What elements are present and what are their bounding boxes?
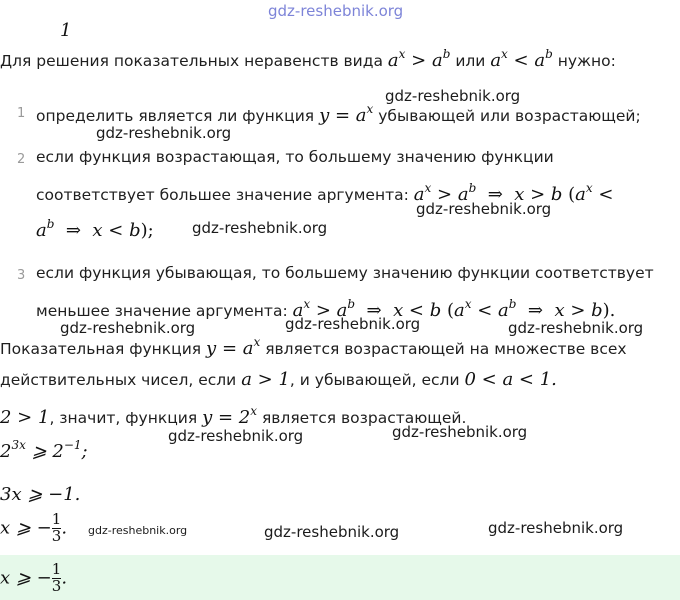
step-1-number: 1 bbox=[17, 106, 26, 121]
conclusion-text: , значит, функция bbox=[49, 409, 198, 427]
fraction-denominator: 3 bbox=[51, 576, 62, 595]
solution-line-1: $2^{3x}$ ⩾ $2^{-1}$; bbox=[0, 438, 88, 462]
step-3-text: меньшее значение аргумента: bbox=[36, 302, 288, 320]
conclusion-expr2: $y = 2^x$ bbox=[202, 404, 258, 428]
answer-lhs: x ⩾ − bbox=[0, 567, 52, 589]
watermark: gdz-reshebnik.org bbox=[192, 219, 328, 237]
step-1-text2: убывающей или возрастающей; bbox=[378, 107, 641, 125]
watermark-top: gdz-reshebnik.org bbox=[268, 2, 404, 20]
watermark: gdz-reshebnik.org bbox=[385, 87, 521, 105]
watermark: gdz-reshebnik.org bbox=[508, 319, 644, 337]
answer-box bbox=[0, 555, 680, 600]
step-3-expr: $a^x > a^b$ ⇒ x < b ($a^x < a^b$ ⇒ x > b). bbox=[292, 297, 616, 321]
watermark: gdz-reshebnik.org bbox=[60, 319, 196, 337]
para-expr-a bbox=[241, 369, 290, 390]
step-1-text: определить является ли функция bbox=[36, 107, 315, 125]
para-expr-b bbox=[464, 369, 556, 390]
intro-line bbox=[0, 47, 616, 71]
step-2-expr: $a^x > a^b$ ⇒ x > b ($a^x$ < bbox=[413, 181, 614, 205]
para-line-2 bbox=[0, 369, 557, 390]
para-line-1 bbox=[0, 335, 627, 359]
intro-or: или bbox=[455, 52, 486, 70]
para-expr-b-text: 0 < a < 1. bbox=[464, 369, 557, 390]
conclusion-expr1 bbox=[0, 407, 49, 428]
step-3-number: 3 bbox=[17, 268, 26, 283]
para-expr: $y = a^x$ bbox=[206, 335, 261, 359]
step-3-line-1: если функция убывающая, то большему значению функции соответствует bbox=[36, 264, 654, 282]
fraction-numerator: 1 bbox=[51, 560, 62, 578]
watermark: gdz-reshebnik.org bbox=[264, 523, 400, 541]
solution-lhs: x ⩾ − bbox=[0, 517, 52, 539]
watermark: gdz-reshebnik.org bbox=[488, 519, 624, 537]
intro-text: Для решения показательных неравенств вида bbox=[0, 52, 383, 70]
step-2-expr-cont: $a^b$ ⇒ x < b); bbox=[36, 217, 154, 241]
answer-fraction bbox=[52, 562, 62, 595]
para-text: действительных чисел, если bbox=[0, 371, 237, 389]
intro-after: нужно: bbox=[557, 52, 616, 70]
answer-end: . bbox=[61, 567, 68, 589]
watermark: gdz-reshebnik.org bbox=[392, 423, 528, 441]
top-fragment: 1 bbox=[60, 20, 72, 41]
watermark: gdz-reshebnik.org bbox=[168, 427, 304, 445]
para-text: Показательная функция bbox=[0, 340, 202, 358]
step-1-expr: $y = a^x$ bbox=[319, 102, 374, 126]
watermark: gdz-reshebnik.org bbox=[88, 524, 188, 537]
para-text: является возрастающей на множестве всех bbox=[265, 340, 627, 358]
step-2-line-1: если функция возрастающая, то большему значению функции bbox=[36, 148, 554, 166]
conclusion-expr1-text: 2 > 1 bbox=[0, 407, 50, 428]
solution-fraction bbox=[52, 512, 62, 545]
watermark: gdz-reshebnik.org bbox=[416, 200, 552, 218]
solution-line-2: 3x ⩾ −1. bbox=[0, 484, 81, 505]
fraction-denominator: 3 bbox=[51, 526, 62, 545]
solution-line-3 bbox=[0, 512, 67, 545]
step-2-number: 2 bbox=[17, 152, 26, 167]
intro-expr2: $a^x < a^b$ bbox=[490, 47, 553, 71]
step-1-line bbox=[36, 102, 641, 126]
watermark: gdz-reshebnik.org bbox=[285, 315, 421, 333]
watermark: gdz-reshebnik.org bbox=[96, 124, 232, 142]
step-2-line-3 bbox=[36, 217, 154, 241]
para-text: , и убывающей, если bbox=[289, 371, 460, 389]
answer-line bbox=[0, 562, 67, 595]
intro-expr1: $a^x > a^b$ bbox=[387, 47, 451, 71]
para-expr-a-text: a > 1 bbox=[241, 369, 290, 390]
fraction-numerator: 1 bbox=[51, 510, 62, 528]
step-2-text: соответствует большее значение аргумента: bbox=[36, 186, 409, 204]
solution-end: . bbox=[61, 517, 68, 539]
conclusion-text: является возрастающей. bbox=[261, 409, 467, 427]
